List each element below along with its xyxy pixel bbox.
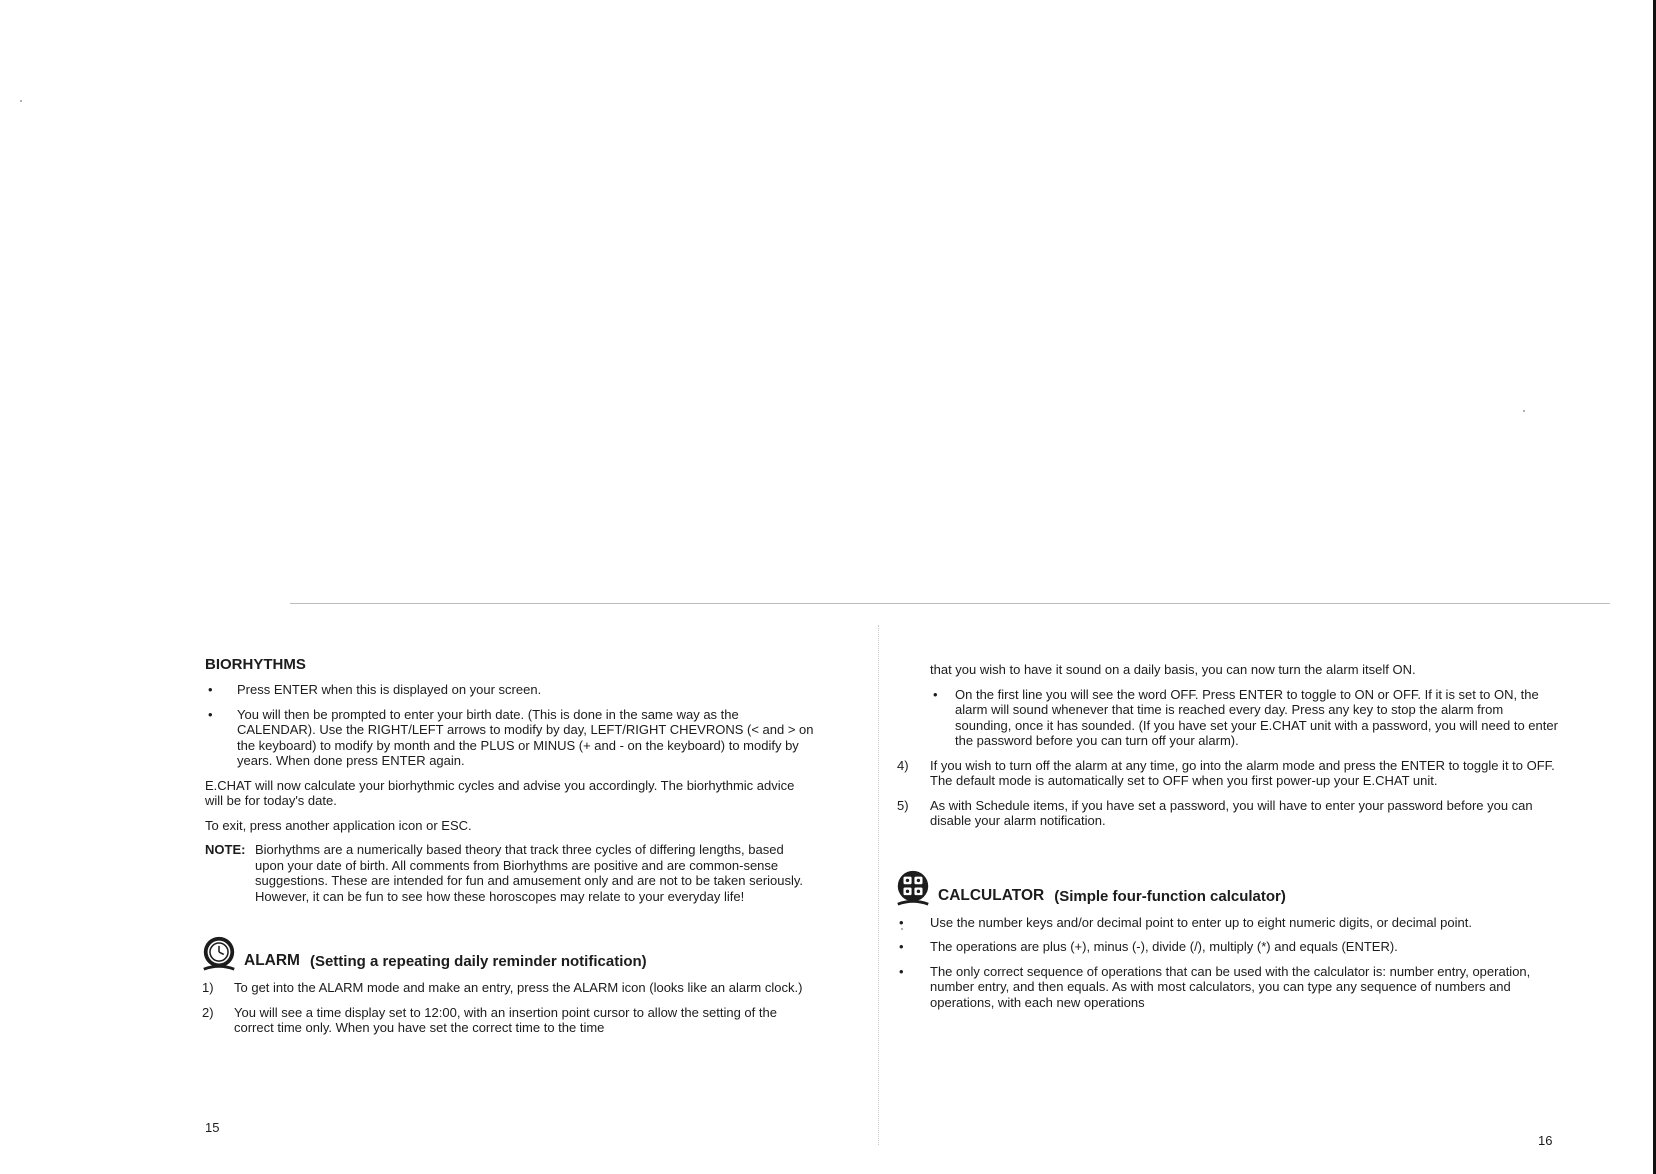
alarm-title: ALARM: [244, 952, 300, 969]
alarm-steps-continued: [897, 757, 1562, 829]
page-number-right: 16: [1538, 1133, 1553, 1148]
calculator-title: CALCULATOR: [938, 886, 1045, 904]
step-number: 4): [897, 757, 909, 773]
alarm-steps: [202, 980, 815, 1036]
list-item: • Use the number keys and/or decimal point to enter up to eight numeric digits, or decimal point.: [899, 914, 1472, 930]
bullet-icon: •: [208, 706, 213, 722]
step-number: 1): [202, 980, 214, 995]
alarm-bullet-list: [930, 687, 1562, 749]
biorhythms-paragraph: E.CHAT will now calculate your biorhythmic cycles and advise you accordingly. The biorhythmic advice will be for today's date.: [205, 777, 795, 808]
step-number: 2): [202, 1004, 214, 1020]
calculator-section-header: [894, 869, 1562, 907]
right-page: [897, 662, 1562, 1019]
list-item: 1) To get into the ALARM mode and make an entry, press the ALARM icon (looks like an alarm clock.): [202, 980, 803, 995]
calculator-subtitle: (Simple four-function calculator): [1054, 887, 1286, 905]
bullet-icon: •: [208, 682, 213, 697]
bullet-icon: •: [933, 686, 938, 702]
scan-fold-line: [290, 603, 1610, 604]
note-text: Biorhythms are a numerically based theory that track three cycles of differing lengths, based upon your date of birth. All comments from Biorhythms are positive and are common-sense suggestions. These are intended for fun and amusement only and are not to be taken seriously. However, it can be fun to see how these horoscopes may relate to your everyday life!: [255, 842, 804, 904]
page-number-left: 15: [205, 1120, 220, 1135]
left-page: [202, 648, 815, 1045]
bullet-icon: •: [899, 963, 904, 979]
exit-paragraph: To exit, press another application icon or ESC.: [205, 817, 472, 833]
step-number: 5): [897, 797, 909, 813]
list-item: 2) You will see a time display set to 12:00, with an insertion point cursor to allow the setting of the correct time only. When you have set the correct time to the time: [202, 1004, 777, 1035]
bullet-icon: •: [899, 939, 904, 954]
list-item: 4) If you wish to turn off the alarm at any time, go into the alarm mode and press the ENTER to toggle it to OFF. The default mode is automatically set to OFF when you first power-up your E.CHAT unit.: [897, 757, 1555, 788]
book-gutter: [878, 625, 879, 1145]
list-item: 5) As with Schedule items, if you have set a password, you will have to enter your password before you can disable your alarm notification.: [897, 797, 1533, 828]
list-item: • The operations are plus (+), minus (-), divide (/), multiply (*) and equals (ENTER).: [899, 939, 1398, 954]
list-item: • You will then be prompted to enter your birth date. (This is done in the same way as the CALENDAR). Use the RIGHT/LEFT arrows to modify by day, LEFT/RIGHT CHEVRONS (< and > on the keyboard) to modify by month and the PLUS or MINUS (+ and - on the keyboard) to modify by years. When done press ENTER again.: [208, 706, 814, 768]
list-item: • Press ENTER when this is displayed on your screen.: [208, 682, 542, 697]
list-item: • The only correct sequence of operations that can be used with the calculator is: number entry, operation, number entry, and then equals. As with most calculators, you can type any sequence of numbers and operations, with each new operations: [899, 963, 1531, 1010]
biorhythms-note: [205, 842, 815, 904]
list-item: • On the first line you will see the word OFF. Press ENTER to toggle to ON or OFF. If it is set to ON, the alarm will sound whenever that time is reached every day. Press any key to stop the alarm from sounding, once it has sounded. (If you have set your E.CHAT unit with a password, you will need to enter the password before you can turn off your alarm).: [933, 686, 1558, 748]
alarm-subtitle: (Setting a repeating daily reminder notification): [309, 953, 647, 970]
calculator-bullet-list: [899, 914, 1562, 1011]
scan-speck: [1523, 410, 1525, 412]
biorhythms-heading: BIORHYTHMS: [205, 656, 306, 673]
scan-speck: [20, 100, 22, 102]
alarm-clock-icon: [200, 934, 238, 972]
alarm-section-header: [200, 934, 815, 972]
bullet-icon: •: [899, 914, 904, 930]
alarm-continued-paragraph: that you wish to have it sound on a daily basis, you can now turn the alarm itself ON.: [930, 662, 1416, 677]
calculator-icon: [894, 869, 932, 907]
note-label: NOTE:: [205, 842, 246, 857]
biorhythms-bullet-list: [205, 682, 815, 769]
